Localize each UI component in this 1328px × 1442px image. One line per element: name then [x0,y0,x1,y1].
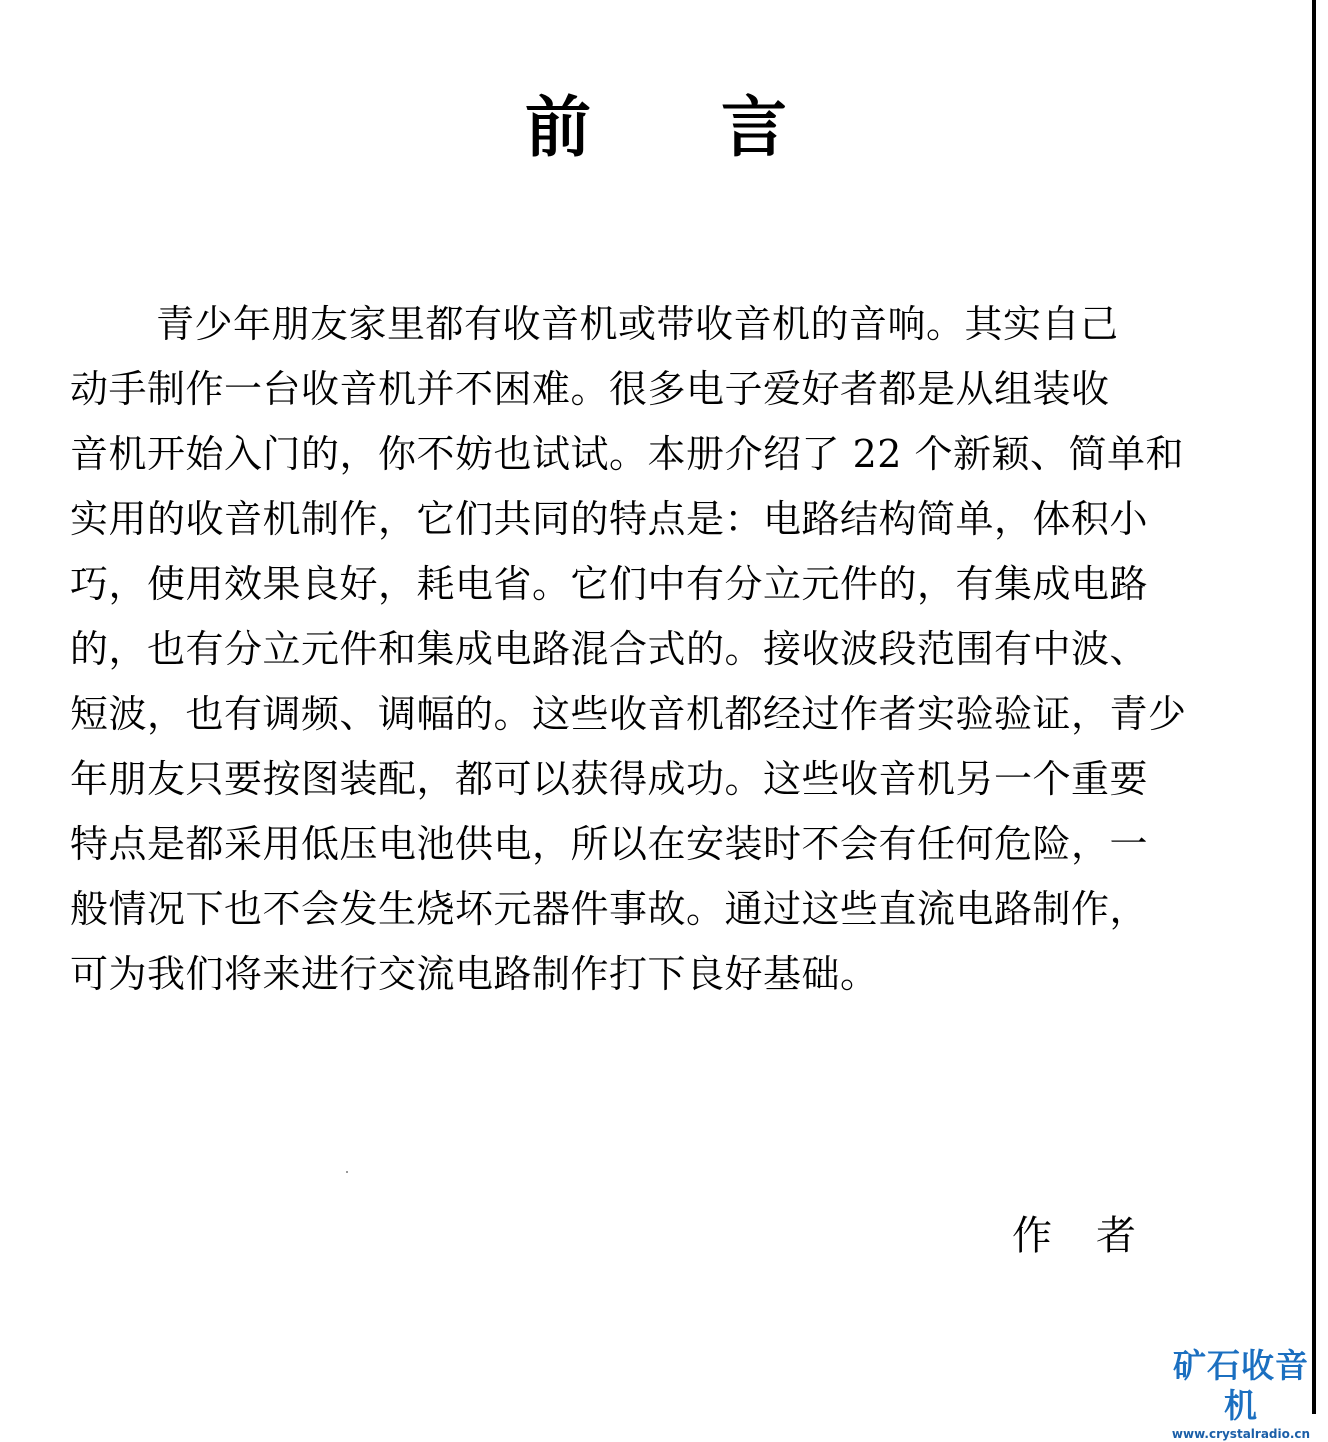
paragraph-line: 年朋友只要按图装配，都可以获得成功。这些收音机另一个重要 [70,757,1149,801]
title-char-2: 言 [721,88,787,166]
paragraph-line: 巧，使用效果良好，耗电省。它们中有分立元件的，有集成电路 [70,562,1149,606]
author-signature [1012,1208,1136,1264]
paragraph-line: 青少年朋友家里都有收音机或带收音机的音响。其实自己 [156,302,1119,346]
watermark-text: 矿石收音机 [1173,1346,1309,1425]
scan-speck [346,1171,348,1173]
page-title [0,82,1312,172]
paragraph-line: 动手制作一台收音机并不困难。很多电子爱好者都是从组装收 [70,367,1110,411]
paragraph-line: 音机开始入门的，你不妨也试试。本册介绍了 22 个新颖、简单和 [70,432,1185,476]
watermark-url: www.crystalradio.cn [1171,1427,1311,1441]
paragraph-line: 短波，也有调频、调幅的。这些收音机都经过作者实验验证，青少 [70,692,1187,736]
paragraph-line: 可为我们将来进行交流电路制作打下良好基础。 [70,952,879,996]
paragraph-line: 实用的收音机制作，它们共同的特点是：电路结构简单，体积小 [70,497,1149,541]
page-right-border [1312,0,1316,1414]
title-char-1: 前 [525,88,591,166]
paragraph-line: 般情况下也不会发生烧坏元器件事故。通过这些直流电路制作， [70,887,1149,931]
author-char-1: 作 [1012,1213,1052,1259]
paragraph-line: 的，也有分立元件和集成电路混合式的。接收波段范围有中波、 [70,627,1149,671]
paragraph-line: 特点是都采用低压电池供电，所以在安装时不会有任何危险，一 [70,822,1149,866]
watermark-logo [1158,1346,1324,1441]
preface-paragraph [70,292,1230,1007]
author-char-2: 者 [1096,1213,1136,1259]
